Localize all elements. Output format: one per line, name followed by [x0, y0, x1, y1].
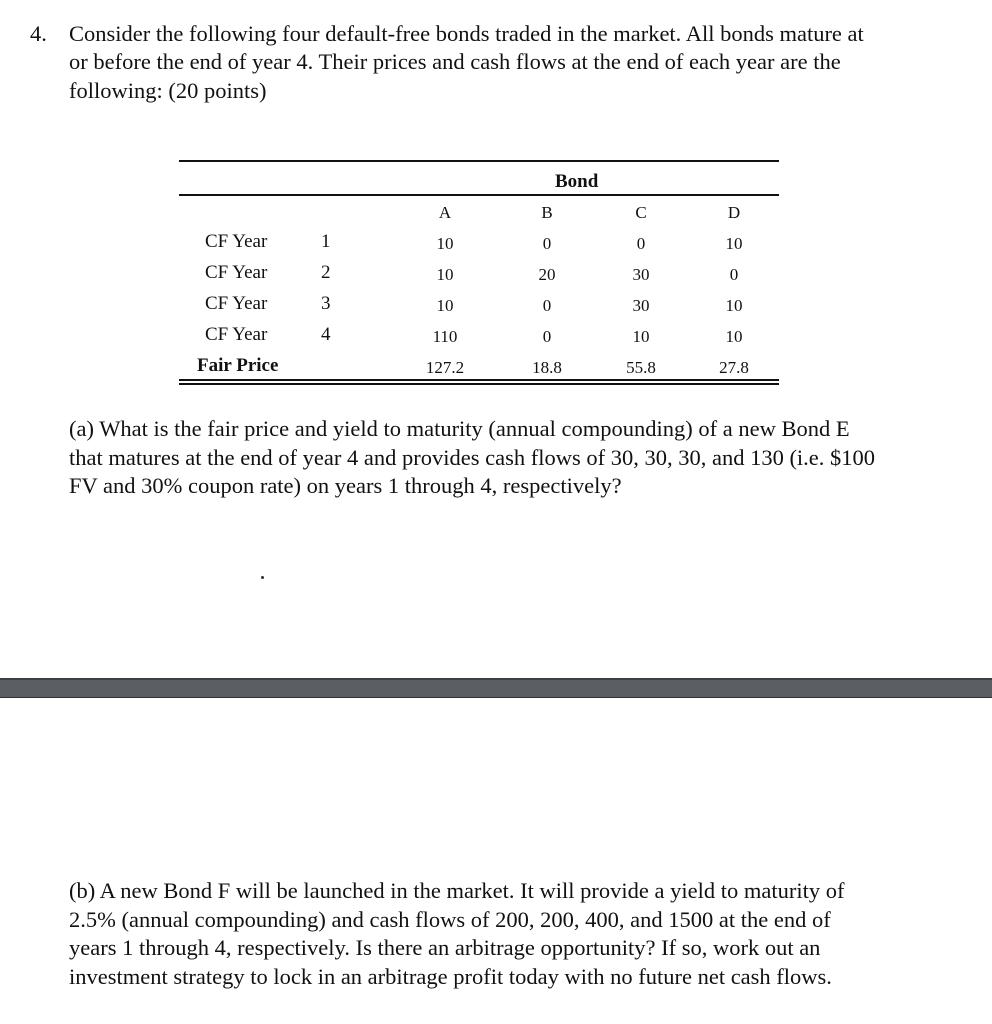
row-label: CF Year [205, 293, 268, 314]
part-b-line: years 1 through 4, respectively. Is there an arbitrage opportunity? If so, work out an [69, 935, 821, 960]
cell-value: 0 [542, 327, 552, 346]
stray-dot [261, 576, 264, 579]
row-year: 1 [321, 231, 331, 252]
cell-value: 110 [432, 327, 458, 346]
column-header-d: D [727, 203, 741, 222]
part-a-line: FV and 30% coupon rate) on years 1 through 4, respectively? [69, 473, 622, 498]
cell-value: 10 [725, 234, 743, 253]
bond-table [179, 160, 779, 386]
cell-value: 0 [542, 296, 552, 315]
bond-group-header: Bond [555, 171, 599, 192]
cell-value: 30 [632, 265, 650, 284]
cell-value: 0 [729, 265, 739, 284]
header-rule [179, 194, 779, 196]
column-header-a: A [438, 203, 452, 222]
intro-line: following: (20 points) [69, 78, 267, 103]
intro-line: Consider the following four default-free bonds traded in the market. All bonds mature at [69, 21, 864, 46]
cell-value: 10 [725, 296, 743, 315]
row-label: CF Year [205, 324, 268, 345]
bottom-double-rule-2 [179, 383, 779, 385]
price-value: 55.8 [626, 358, 656, 377]
part-b-line: (b) A new Bond F will be launched in the market. It will provide a yield to maturity of [69, 878, 845, 903]
cell-value: 10 [632, 327, 650, 346]
row-label: CF Year [205, 231, 268, 252]
cell-value: 20 [538, 265, 556, 284]
row-year: 4 [321, 324, 331, 345]
cell-value: 10 [725, 327, 743, 346]
question-number: 4. [30, 21, 47, 46]
part-a-line: (a) What is the fair price and yield to maturity (annual compounding) of a new Bond E [69, 416, 850, 441]
part-a-line: that matures at the end of year 4 and provides cash flows of 30, 30, 30, and 130 (i.e. $100 [69, 445, 876, 470]
cell-value: 10 [436, 296, 454, 315]
cell-value: 10 [436, 265, 454, 284]
table-top-rule [179, 160, 779, 162]
price-value: 18.8 [532, 358, 562, 377]
cell-value: 0 [542, 234, 552, 253]
part-b-line: 2.5% (annual compounding) and cash flows of 200, 200, 400, and 1500 at the end of [69, 907, 831, 932]
row-year: 3 [321, 293, 331, 314]
cell-value: 30 [632, 296, 650, 315]
column-header-b: B [541, 203, 553, 222]
row-label: CF Year [205, 262, 268, 283]
fair-price-label: Fair Price [197, 355, 279, 376]
intro-line: or before the end of year 4. Their prices and cash flows at the end of each year are the [69, 49, 841, 74]
cell-value: 0 [636, 234, 646, 253]
cell-value: 10 [436, 234, 454, 253]
price-value: 27.8 [719, 358, 749, 377]
part-b-line: investment strategy to lock in an arbitrage profit today with no future net cash flows. [69, 964, 832, 989]
page-divider [0, 678, 992, 698]
price-value: 127.2 [425, 358, 465, 377]
column-header-c: C [635, 203, 647, 222]
bottom-double-rule-1 [179, 379, 779, 381]
row-year: 2 [321, 262, 331, 283]
